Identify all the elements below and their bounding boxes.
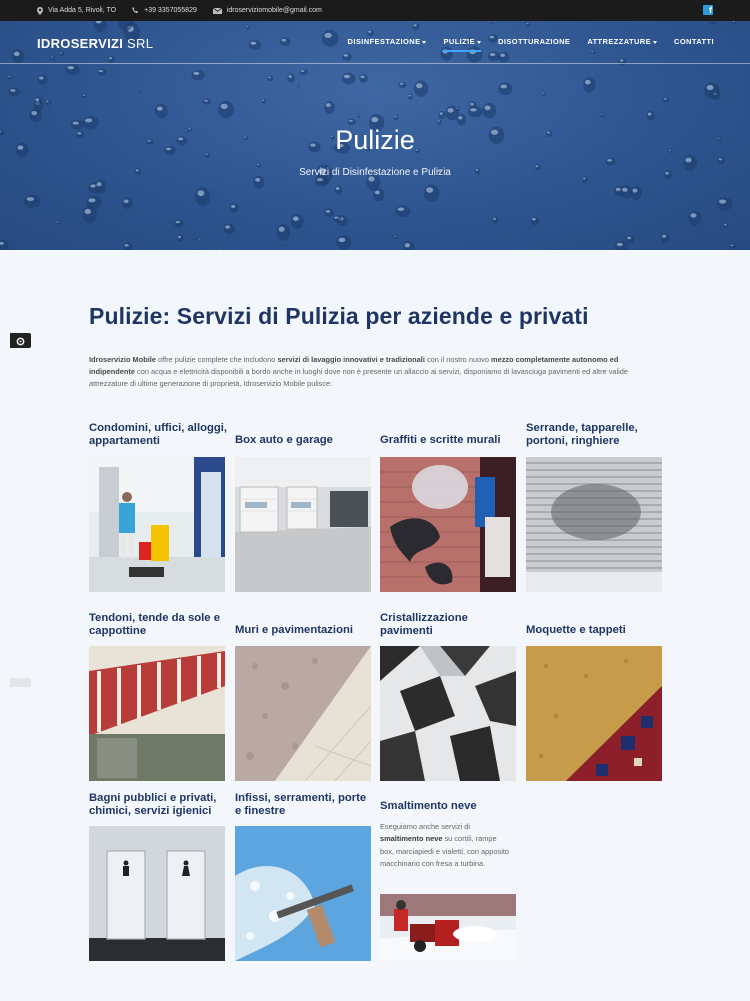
water-drop: [198, 239, 201, 242]
water-drop: [262, 99, 266, 104]
caret-down-icon: [477, 41, 481, 44]
service-title[interactable]: Graffiti e scritte murali: [380, 434, 501, 446]
brand-light: SRL: [123, 36, 154, 51]
service-title[interactable]: Condomini, uffici, alloggi, appartamenti: [89, 422, 228, 447]
water-drop: [95, 180, 106, 194]
water-drop: [97, 69, 106, 76]
water-drop: [174, 219, 184, 227]
water-drop: [297, 85, 300, 88]
intro-paragraph: [89, 354, 664, 391]
service-image-tendoni[interactable]: [89, 646, 225, 781]
water-drop: [45, 100, 51, 105]
intro-bold: Idroservizio Mobile: [89, 355, 156, 364]
water-drop: [138, 89, 141, 93]
nav-item-contatti[interactable]: [674, 37, 714, 52]
email-item[interactable]: [213, 7, 322, 14]
water-drop: [717, 157, 725, 164]
water-drop: [82, 206, 96, 223]
water-drop: [688, 211, 701, 226]
water-drop: [287, 74, 294, 83]
water-drop: [498, 82, 512, 95]
email-text[interactable]: idroserviziomobile@gmail.com: [226, 7, 322, 14]
page-heading: Pulizie: Servizi di Pulizia per aziende e privati: [89, 303, 589, 329]
water-drop: [646, 111, 654, 121]
desc-text: Eseguiamo anche servizi di: [380, 822, 470, 831]
side-tab[interactable]: [10, 678, 31, 687]
service-image-cristallizzazione[interactable]: [380, 646, 516, 781]
service-image-bagni[interactable]: [89, 826, 225, 961]
nav-label: DISOTTURAZIONE: [498, 37, 571, 46]
service-title[interactable]: Tendoni, tende da sole e cappottine: [89, 612, 220, 637]
nav-label: ATTREZZATURE: [587, 37, 651, 46]
water-drop: [9, 88, 21, 97]
water-drop: [615, 241, 629, 250]
water-drop: [716, 197, 732, 210]
water-drop: [333, 215, 342, 222]
water-drop: [395, 205, 410, 217]
water-drop: [291, 214, 304, 229]
water-drop: [324, 101, 335, 114]
service-title[interactable]: Infissi, serramenti, porte e finestre: [235, 792, 367, 817]
nav-label: DISINFESTAZIONE: [347, 37, 421, 46]
water-drop: [218, 101, 234, 118]
water-drop: [357, 114, 360, 118]
nav-item-pulizie[interactable]: [443, 37, 481, 52]
water-drop: [223, 224, 234, 235]
water-drop: [600, 114, 604, 117]
envelope-icon: [213, 8, 222, 14]
service-image-moquette[interactable]: [526, 646, 662, 781]
water-drop: [324, 209, 333, 218]
gear-icon: [10, 333, 31, 348]
water-drop: [8, 75, 13, 79]
water-drop: [155, 104, 168, 118]
phone-icon: [132, 7, 139, 14]
water-drop: [335, 185, 343, 195]
water-drop: [359, 74, 368, 83]
water-drop: [542, 93, 545, 96]
nav-item-disinfestazione[interactable]: [348, 37, 427, 52]
water-drop: [704, 82, 719, 99]
water-drop: [403, 241, 415, 250]
water-drop: [583, 77, 595, 92]
water-drop: [661, 233, 669, 244]
water-drop: [414, 80, 428, 96]
facebook-icon[interactable]: f: [703, 5, 713, 15]
phone-text[interactable]: +39 3357055829: [144, 7, 197, 14]
intro-text: offre pulizie complete che includono: [155, 355, 278, 364]
top-bar: [0, 0, 750, 21]
water-drop: [82, 94, 86, 98]
desc-bold: smaltimento neve: [380, 834, 443, 844]
brand-logo[interactable]: [37, 36, 153, 51]
service-image-box-auto[interactable]: [235, 457, 371, 592]
service-title[interactable]: Moquette e tappeti: [526, 624, 626, 636]
brand-bold: IDROSERVIZI: [37, 36, 124, 51]
map-pin-icon: [37, 7, 43, 15]
hero-title: Pulizie: [335, 125, 415, 155]
service-title[interactable]: Serrande, tapparelle, portoni, ringhiere: [526, 422, 638, 447]
intro-bold: mezzo completamente autonomo ed indipendente: [89, 355, 619, 377]
water-drop: [424, 184, 440, 202]
water-drop: [457, 114, 466, 126]
service-image-serrande[interactable]: [526, 457, 662, 592]
address-item: [37, 7, 116, 15]
nav-label: PULIZIE: [443, 37, 476, 46]
nav-item-disotturazione[interactable]: [498, 37, 570, 52]
service-image-muri[interactable]: [235, 646, 371, 781]
water-drop: [437, 119, 441, 125]
caret-down-icon: [653, 41, 657, 44]
hero-banner: [0, 21, 750, 250]
water-drop: [34, 97, 42, 107]
water-drop: [482, 103, 496, 119]
intro-text: con il nostro nuovo: [424, 355, 492, 364]
water-drop: [531, 216, 539, 225]
water-drop: [203, 99, 210, 105]
water-drop: [230, 203, 239, 213]
water-drop: [177, 235, 183, 242]
water-drop: [620, 185, 633, 198]
water-drop: [267, 76, 273, 81]
service-image-neve[interactable]: [380, 894, 516, 961]
nav-menu: [331, 37, 714, 52]
settings-widget[interactable]: [10, 333, 31, 348]
service-title[interactable]: Muri e pavimentazioni: [235, 624, 354, 636]
service-title[interactable]: Cristallizzazione pavimenti: [380, 612, 468, 637]
service-description: [380, 821, 510, 870]
service-title[interactable]: Smaltimento neve: [380, 800, 477, 812]
water-drop: [729, 244, 736, 249]
main-nav: [0, 21, 750, 64]
water-drop: [606, 158, 617, 166]
intro-text: con acqua e elettricità disponibili a bordo anche in luoghi dove non è presente un allaccio ai servizi, disponiamo di lavasciuga pavimenti ed altre valide attrezzature di ultime generazione di proprietà, Idroservizio Mobile pulisce:: [89, 367, 629, 389]
water-drop: [408, 94, 413, 100]
water-drop: [336, 235, 351, 250]
nav-item-attrezzature[interactable]: [587, 37, 657, 52]
water-drop: [492, 216, 498, 223]
water-drop: [24, 195, 41, 208]
water-drop: [439, 111, 446, 119]
service-image-infissi[interactable]: [235, 826, 371, 961]
water-drop: [219, 249, 222, 250]
service-image-condomini[interactable]: [89, 457, 225, 592]
water-drop: [195, 187, 210, 206]
nav-label: CONTATTI: [674, 37, 714, 46]
water-drop: [394, 235, 398, 239]
water-drop: [626, 235, 635, 244]
water-drop: [342, 73, 356, 85]
water-drop: [394, 115, 399, 121]
intro-bold: servizi di lavaggio innovativi e tradizionali: [277, 355, 425, 364]
phone-item[interactable]: [132, 7, 197, 14]
service-image-graffiti[interactable]: [380, 457, 516, 592]
water-drop: [468, 106, 483, 117]
water-drop: [456, 107, 460, 110]
water-drop: [65, 64, 79, 75]
water-drop: [122, 197, 133, 209]
desc-text: su cortili, rampe box, marciapiedi e vialetti, con apposito macchinario con fresa a turbina.: [380, 834, 509, 868]
service-title[interactable]: Box auto e garage: [235, 434, 333, 446]
water-drop: [723, 223, 729, 228]
water-drop: [299, 69, 307, 75]
hero-subtitle: Servizi di Disinfestazione e Pulizia: [299, 167, 451, 178]
service-title[interactable]: Bagni pubblici e privati, chimici, servizi igienici: [89, 792, 217, 817]
water-drop: [56, 221, 60, 224]
address-text: Via Adda 5, Rivoli, TO: [48, 7, 117, 14]
water-drop: [0, 240, 9, 250]
water-drop: [399, 82, 407, 89]
water-drop: [38, 75, 48, 85]
water-drop: [663, 97, 669, 102]
caret-down-icon: [422, 41, 426, 44]
water-drop: [191, 70, 204, 80]
water-drop: [277, 224, 291, 241]
water-drop: [373, 188, 384, 201]
water-drop: [123, 243, 132, 250]
